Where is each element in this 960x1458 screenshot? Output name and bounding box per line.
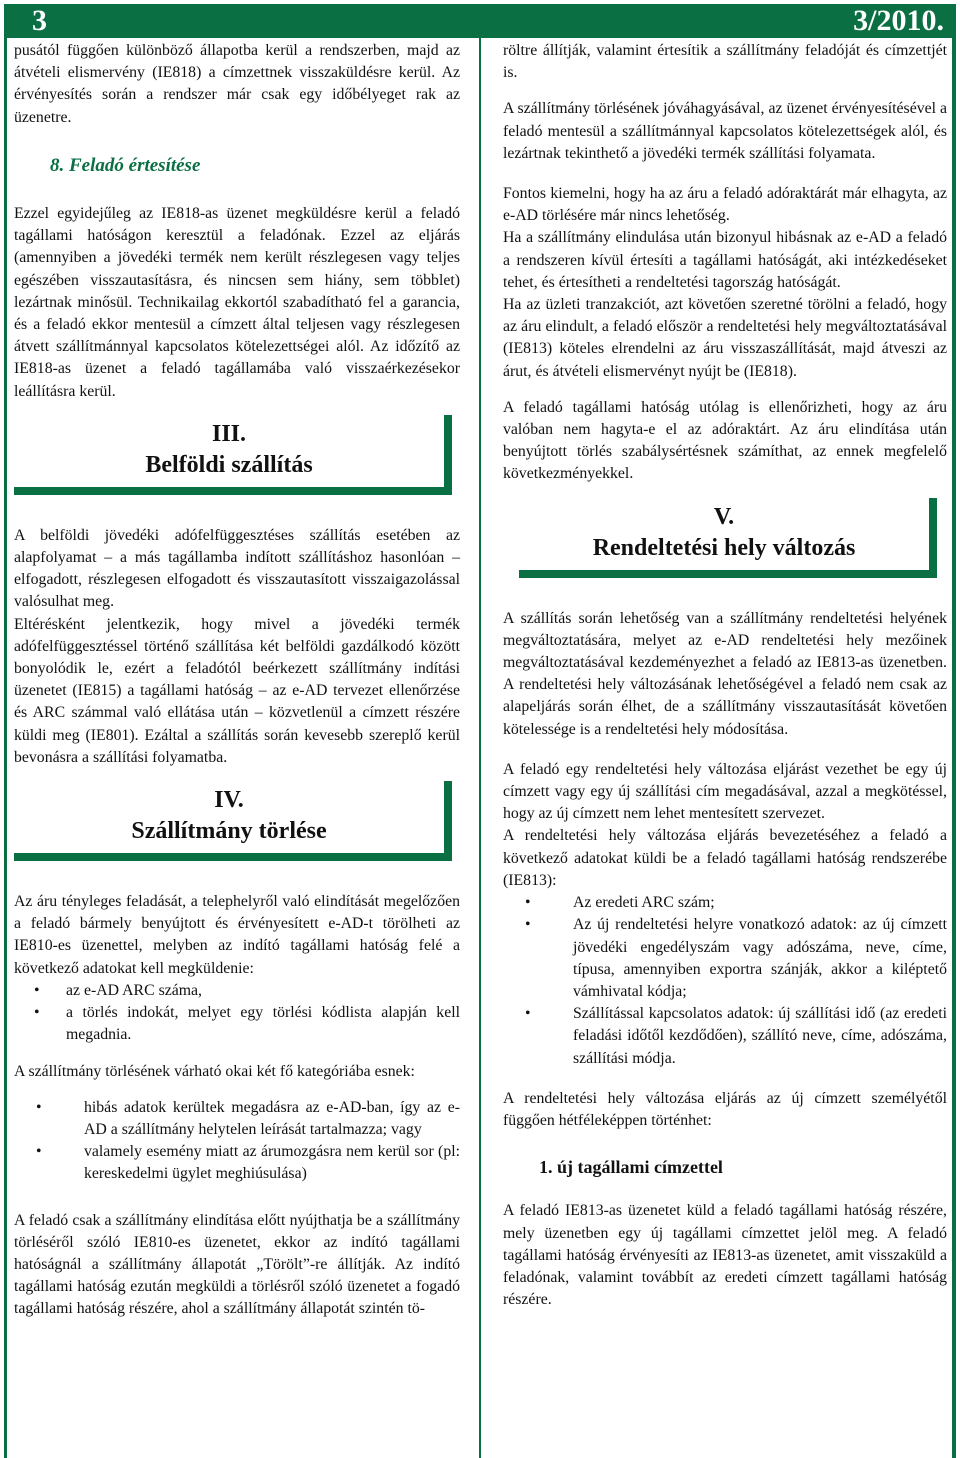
subsection-heading: 1. új tagállami címzettel bbox=[539, 1157, 723, 1178]
paragraph: Ezzel egyidejűleg az IE818-as üzenet megküldésre kerül a feladó tagállami hatóságon keresztül a feladónak. Ezzel az eljárás (amennyiben a jövedéki termék nem került részlegesen vagy teljes egészében visszautasításra, és nincsen sem hiány, sem többlet) lezártnak minősül. Technikailag ekkortól szabadítható fel a garancia, és a feladó ekkor mentesül a címzett által teljesen vagy részlegesen átvett szállítmánnyal kapcsolatos kötelezettségei alól. Az időzítő az IE818-as üzenet a feladó tagállamába való visszaérkezésekor leállításra kerül. bbox=[14, 205, 460, 400]
list-item: • az e-AD ARC száma, bbox=[14, 980, 460, 1002]
paragraph: Az áru tényleges feladását, a telephelyről való elindítását megelőzően a feladó bármely benyújtott és érvényesített e-AD-t törölheti az IE810-es üzenettel, melyben az indító tagállami hatóság felé a következő adatokat kell megküldenie: bbox=[14, 893, 460, 977]
paragraph: A feladó IE813-as üzenetet küld a feladó tagállami hatóság részére, mely üzenetben egy új tagállami címzettet jelöl meg. A feladó tagállami hatóság érvényesíti az IE813-as üzenetet, amit visszaküld a feladónak, valamint továbbít az eredeti címzett tagállami hatóság részére. bbox=[503, 1202, 947, 1309]
list-item: • Szállítással kapcsolatos adatok: új szállítási idő (az eredeti feladási időtől kezdődően), szállító neve, címe, adószáma, szállítási módja. bbox=[503, 1003, 947, 1070]
section-roman: IV. bbox=[214, 787, 244, 814]
frame-left bbox=[4, 38, 7, 1458]
list-item: • Az új rendeltetési helyre vonatkozó adatok: az új címzett jövedéki engedélyszám vagy adószáma, neve, címe, típusa, amennyiben exportra szánják, akkor a kiléptető vámhivatal kódja; bbox=[503, 914, 947, 1003]
right-column bbox=[503, 40, 947, 1311]
section-title: Rendeltetési hely változás bbox=[592, 534, 856, 561]
paragraph: pusától függően különböző állapotba kerül a rendszerben, majd az átvételi elismervény (IE818) a címzettnek visszaküldésre kerül. Az érvényesítés során a rendszer már csak egy időbélyeget rak az üzenetre. bbox=[14, 42, 460, 126]
paragraph: Fontos kiemelni, hogy ha az áru a feladó adóraktárát már elhagyta, az e-AD törlésére már nincs lehetőség. bbox=[503, 185, 947, 225]
left-column bbox=[14, 40, 460, 1321]
section-heading-8: 8. Feladó értesítése bbox=[50, 154, 201, 176]
column-divider bbox=[479, 38, 481, 1458]
paragraph: A feladó tagállami hatóság utólag is ellenőrizheti, hogy az áru valóban nem hagyta-e el az adóraktárt. Az áru elindítása után benyújtott törlés szabálysértésnek számíthat, az ennek megfelelő következményekkel. bbox=[503, 398, 947, 483]
section-box-3 bbox=[14, 415, 452, 495]
paragraph: Ha a szállítmány elindulása után bizonyul hibásnak az e-AD a feladó a rendszeren kívül értesíti a tagállami hatóságát, aki intézkedéseket tehet, és értesítheti a rendeltetési tagország hatóságát. bbox=[503, 229, 947, 291]
list-item: • valamely esemény miatt az árumozgásra nem kerül sor (pl: kereskedelmi ügylet meghiúsulása) bbox=[14, 1141, 460, 1185]
section-roman: III. bbox=[211, 420, 247, 447]
bullet-list bbox=[14, 1097, 460, 1186]
paragraph: A belföldi jövedéki adófelfüggesztéses szállítás esetében az alapfolyamat – a más tagállamba indított szállításhoz hasonlóan – elfogadott, részlegesen elfogadott és visszautasított visszaigazolással valósulhat meg. bbox=[14, 526, 460, 611]
section-box-5 bbox=[519, 498, 937, 578]
issue-number: 3/2010. bbox=[853, 4, 944, 37]
section-box-4 bbox=[14, 781, 452, 861]
paragraph: A rendeltetési hely változása eljárás bevezetéséhez a feladó a következő adatokat küldi be a feladó tagállami hatóság rendszerébe (IE813): bbox=[503, 827, 947, 889]
list-item: • a törlés indokát, melyet egy törlési kódlista alapján kell megadnia. bbox=[14, 1002, 460, 1046]
list-item: • Az eredeti ARC szám; bbox=[503, 892, 947, 914]
list-item: • hibás adatok kerültek megadásra az e-AD-ban, így az e-AD a szállítmány helytelen leírását tartalmazza; vagy bbox=[14, 1097, 460, 1141]
section-roman: V. bbox=[713, 503, 735, 530]
page-number: 3 bbox=[32, 4, 47, 37]
paragraph: röltre állítják, valamint értesítik a szállítmány feladóját és címzettjét is. bbox=[503, 42, 947, 82]
page-header bbox=[4, 4, 956, 41]
paragraph: Eltérésként jelentkezik, hogy mivel a jövedéki termék adófelfüggesztéssel történő szállítása két belföldi gazdálkodó között bonyolódik le, ezért a feladótól beérkezett szállítmány indítási üzenetet (IE815) a tagállami hatóság – az e-AD tervezet ellenőrzése és ARC számmal való ellátása után – közvetlenül a címzett részére küldi meg (IE801). Ezáltal a szállítás során kevesebb szereplő kerül bevonásra a szállítási folyamatba. bbox=[14, 615, 460, 766]
paragraph: A rendeltetési hely változása eljárás az új címzett személyétől függően hétféleképpen történhet: bbox=[503, 1089, 947, 1129]
bullet-list bbox=[14, 980, 460, 1047]
paragraph: A feladó egy rendeltetési hely változása eljárást vezethet be egy új címzett vagy egy új szállítási cím megadásával, azzal a megkötéssel, hogy az új címzett nem lehet mentesített szervezet. bbox=[503, 760, 947, 823]
paragraph: A feladó csak a szállítmány elindítása előtt nyújthatja be a szállítmány törléséről szóló IE810-es üzenetet, ekkor az indító tagállami hatóságnál a szállítmány állapotát „Törölt”-re állítják. Az indító tagállami hatóság ezután megküldi a törlésről szóló üzenetet a fogadó tagállami hatóság részére, ahol a szállítmány állapotát szintén tö- bbox=[14, 1211, 460, 1318]
paragraph: Ha az üzleti tranzakciót, azt követően szeretné törölni a feladó, hogy az áru elindult, a feladó először a rendeltetési hely megváltoztatásával (IE813) köteles elrendelni az áru visszaszállítását, majd átveszi az árut, és átvételi elismervényt nyújt be (IE818). bbox=[503, 296, 947, 380]
paragraph: A szállítmány törlésének várható okai két fő kategóriába esnek: bbox=[14, 1062, 415, 1080]
paragraph: A szállítmány törlésének jóváhagyásával, az üzenet érvényesítésével a feladó mentesül a szállítmánnyal kapcsolatos kötelezettségek alól, és lezártnak tekinthető a jövedéki termék szállítási folyamata. bbox=[503, 100, 947, 162]
paragraph: A szállítás során lehetőség van a szállítmány rendeltetési helyének megváltoztatására, melyet az e-AD rendeltetési hely mezőinek megváltoztatásával kezdeményezhet a feladó az IE813-as üzenetben. A rendeltetési hely változásának lehetőségével a feladó nem csak az alapeljárás során élhet, de a szállítmány visszautasítását követően kötelessége is a rendeltetési hely módosítása. bbox=[503, 609, 947, 738]
section-title: Belföldi szállítás bbox=[145, 451, 313, 478]
section-title: Szállítmány törlése bbox=[131, 818, 327, 845]
frame-right bbox=[952, 38, 956, 1458]
bullet-list bbox=[503, 892, 947, 1070]
